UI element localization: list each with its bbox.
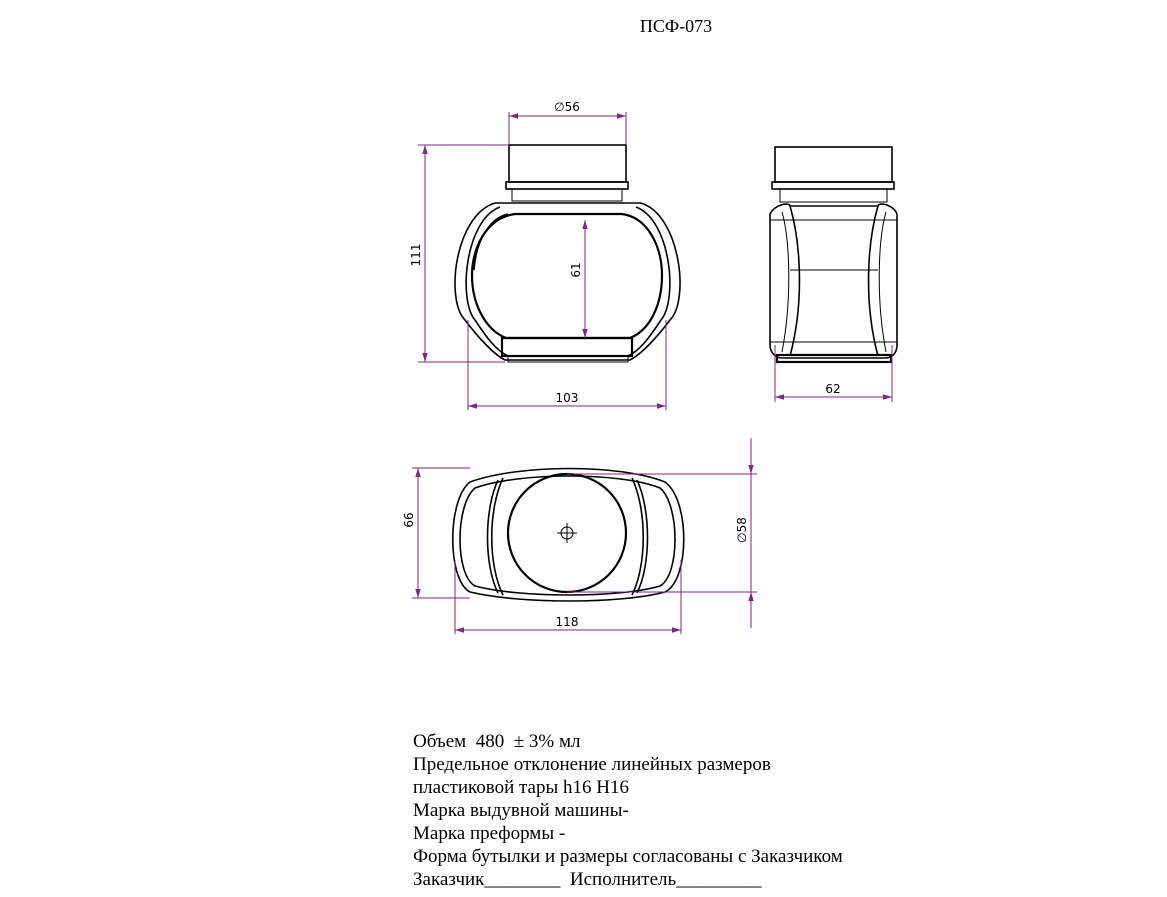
- side-right-panel: [869, 206, 878, 356]
- specification-notes: [413, 730, 843, 891]
- side-view: [770, 147, 897, 362]
- height-label: 111: [409, 243, 423, 267]
- side-neck: [780, 189, 887, 202]
- drawing-title: ПСФ-073: [639, 16, 713, 36]
- note-tolerance: Предельное отклонение линейных размеров: [413, 754, 771, 775]
- side-right-groove: [879, 212, 886, 352]
- top-width-label: 118: [555, 615, 579, 629]
- front-view: [455, 145, 680, 362]
- top-right-rib: [632, 478, 643, 595]
- neck: [512, 189, 622, 201]
- inner-height-label: 61: [569, 262, 583, 278]
- side-dimensions: [775, 345, 892, 402]
- label-panel: [472, 214, 662, 338]
- top-depth-label: 66: [402, 512, 416, 528]
- side-left-panel: [790, 206, 799, 356]
- note-volume: Объем 480 ± 3% мл: [413, 731, 581, 752]
- side-left-groove: [782, 212, 789, 352]
- front-dimensions: [409, 100, 666, 410]
- top-view: [453, 469, 684, 602]
- base-outline: [502, 338, 632, 356]
- note-tolerance-class: пластиковой тары h16 H16: [413, 777, 629, 798]
- note-preform: Марка преформы -: [413, 823, 566, 844]
- side-cap: [775, 147, 892, 182]
- cap-diameter-label: ∅56: [554, 100, 580, 114]
- neck-ring: [506, 182, 628, 189]
- note-blow-machine: Марка выдувной машины-: [413, 800, 629, 821]
- side-neck-ring: [772, 182, 894, 189]
- neck-diameter-label: ∅58: [735, 517, 749, 543]
- note-signatures: Заказчик________ Исполнитель_________: [413, 869, 762, 890]
- note-approval: Форма бутылки и размеры согласованы с Заказчиком: [413, 846, 843, 867]
- top-left-rib: [492, 478, 503, 595]
- depth-label: 62: [825, 382, 841, 396]
- cap-outline: [509, 145, 626, 182]
- width-label: 103: [555, 391, 579, 405]
- top-dimensions: [402, 438, 757, 634]
